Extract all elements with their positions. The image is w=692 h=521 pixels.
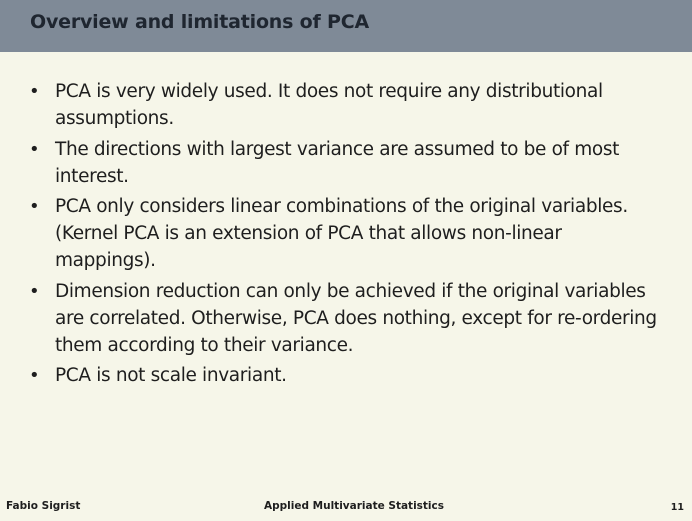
bullet-list <box>26 78 666 393</box>
bullet-text: The directions with largest variance are assumed to be of most interest. <box>55 138 620 187</box>
bullet-text: PCA is very widely used. It does not require any distributional assumptions. <box>55 81 603 129</box>
bullet-dot-icon: • <box>29 138 40 160</box>
footer-author: Fabio Sigrist <box>6 500 81 512</box>
bullet-dot-icon: • <box>29 280 40 302</box>
bullet-item <box>26 78 666 132</box>
bullet-text: PCA is not scale invariant. <box>55 365 287 386</box>
bullet-dot-icon: • <box>29 196 40 217</box>
slide-header <box>0 0 692 52</box>
bullet-text: Dimension reduction can only be achieved if the original variables are correlated. Otherwise, PCA does nothing, except for re-ordering them according to their variance. <box>55 280 657 356</box>
bullet-dot-icon: • <box>29 81 40 102</box>
footer-page-number: 11 <box>670 502 684 513</box>
bullet-item <box>26 136 666 190</box>
slide-title: Overview and limitations of PCA <box>30 11 369 33</box>
bullet-item <box>26 193 666 274</box>
bullet-item <box>26 362 666 389</box>
bullet-text: PCA only considers linear combinations of the original variables. (Kernel PCA is an extension of PCA that allows non-linear mappings). <box>55 196 628 271</box>
bullet-dot-icon: • <box>29 365 40 386</box>
footer-course: Applied Multivariate Statistics <box>264 500 445 512</box>
bullet-item <box>26 278 666 359</box>
